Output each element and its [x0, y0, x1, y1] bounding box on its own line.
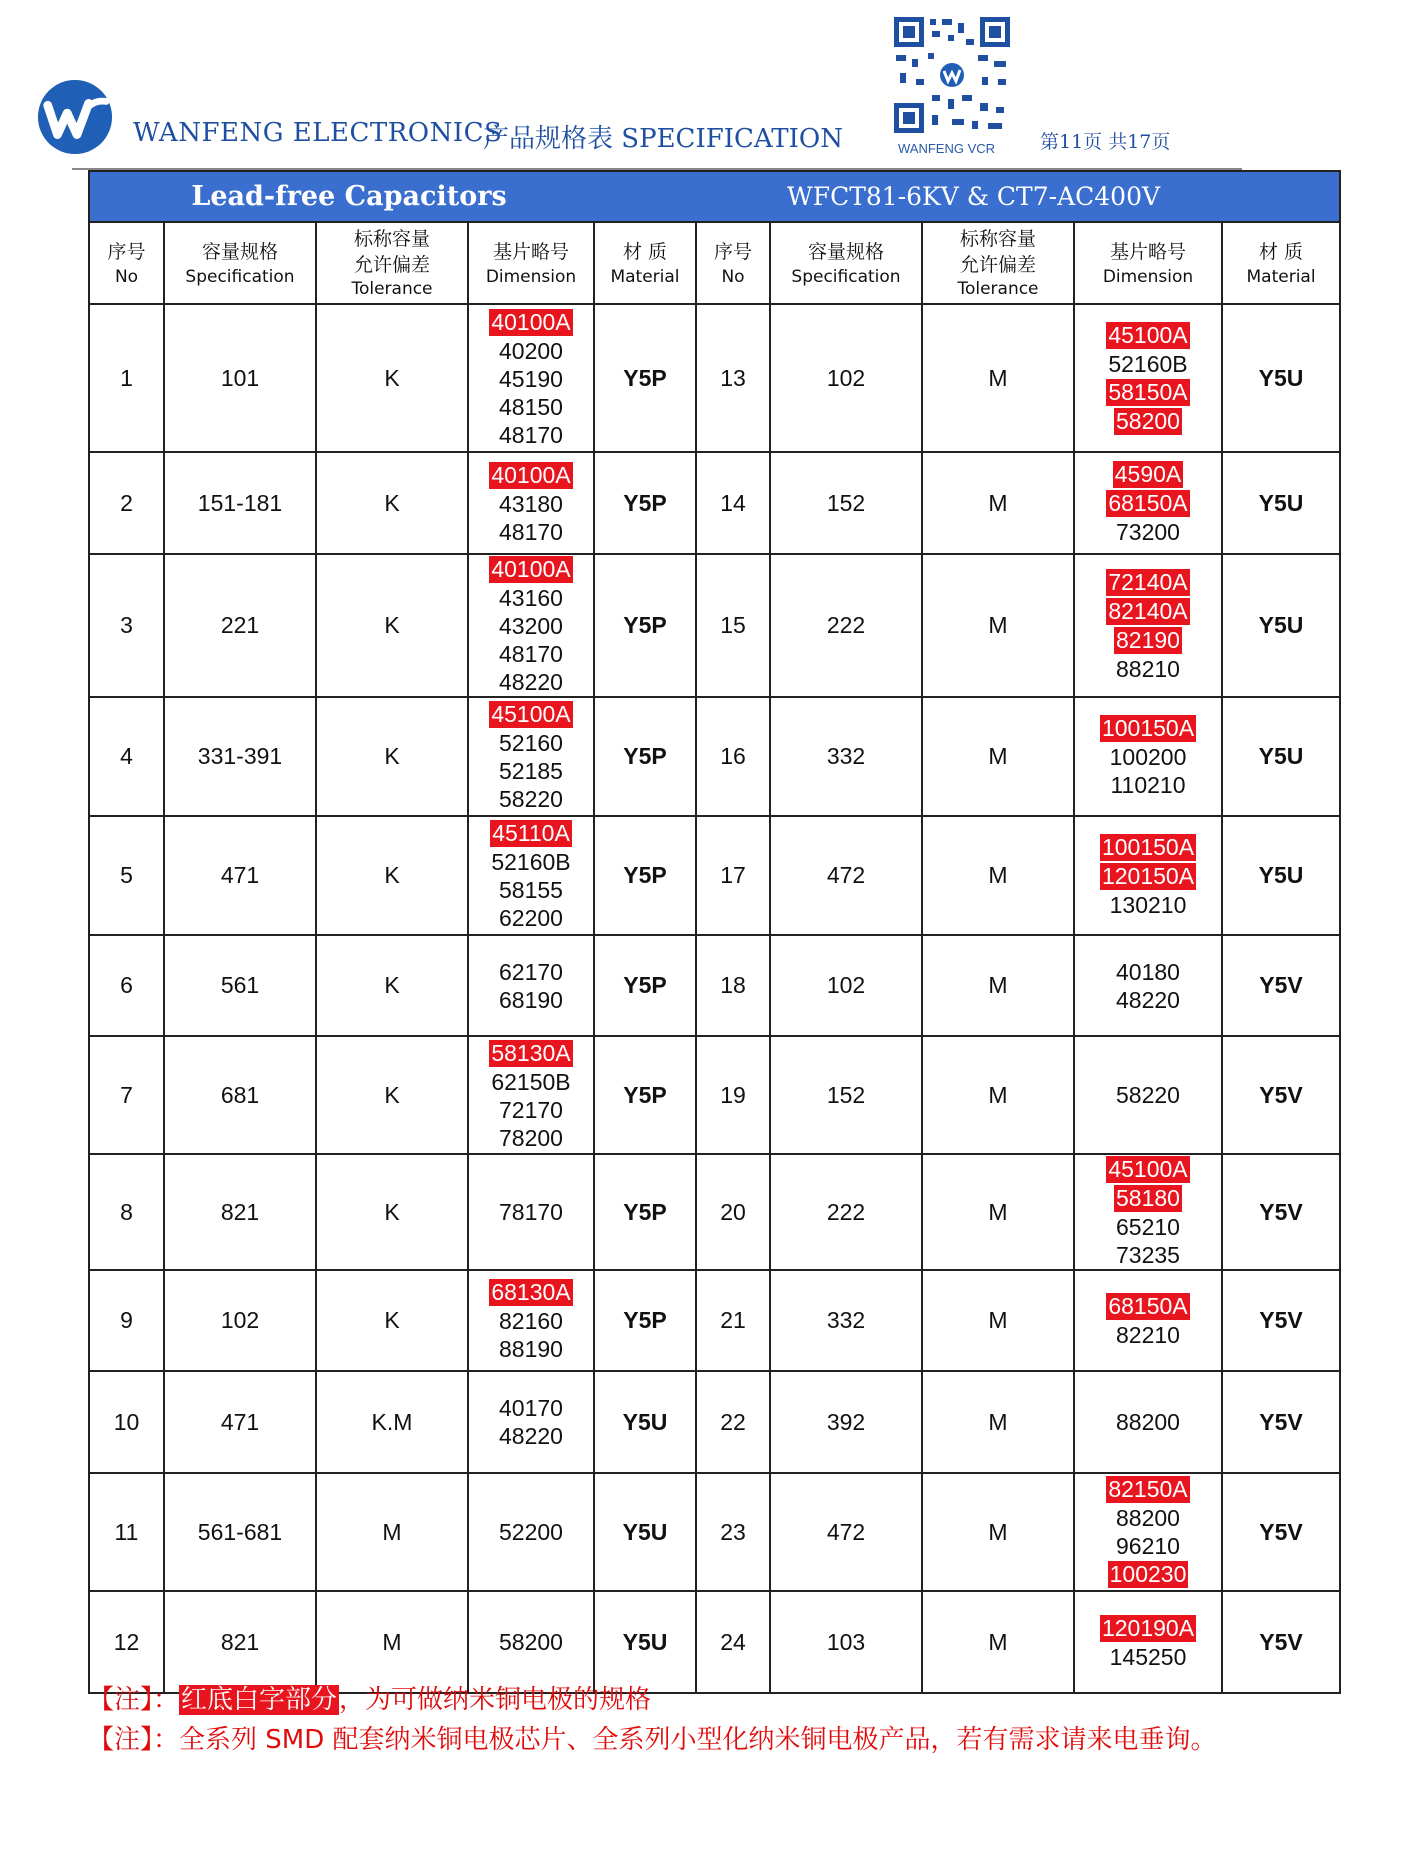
dimension-code-highlighted: 100230	[1109, 1561, 1187, 1587]
qr-caption: WANFENG VCR	[898, 141, 996, 156]
dimension-code: 73235	[1116, 1242, 1180, 1268]
dimension-code-highlighted: 82150A	[1108, 1476, 1188, 1502]
cell-dimension	[468, 452, 594, 554]
cell-tolerance: K	[316, 935, 468, 1036]
cell-material: Y5P	[594, 1154, 696, 1270]
note-1: 【注】：红底白字部分，为可做纳米铜电极的规格	[88, 1685, 652, 1715]
cell-material: Y5V	[1222, 1036, 1340, 1154]
col-material-left: 材 质 Material	[594, 222, 696, 304]
dimension-code: 48220	[1116, 986, 1180, 1013]
cell-no: 4	[89, 697, 164, 816]
banner-product-type: Lead-free Capacitors	[89, 171, 594, 222]
cell-no: 14	[696, 452, 770, 554]
table-row	[89, 935, 1340, 1036]
dimension-code: 43200	[499, 613, 563, 639]
cell-material: Y5U	[594, 1473, 696, 1591]
cell-no: 23	[696, 1473, 770, 1591]
cell-material: Y5P	[594, 1270, 696, 1371]
cell-spec: 471	[164, 1371, 316, 1473]
dimension-code: 145250	[1109, 1643, 1187, 1670]
col-no-right: 序号 No	[696, 222, 770, 304]
notes	[88, 1680, 1217, 1760]
dimension-code-highlighted: 45100A	[1108, 321, 1188, 348]
table-header-row	[89, 222, 1340, 304]
table-row	[89, 1036, 1340, 1154]
dimension-code: 78170	[499, 1199, 563, 1225]
note-1-highlight: 红底白字部分	[181, 1685, 338, 1715]
cell-spec: 101	[164, 304, 316, 452]
cell-no: 18	[696, 935, 770, 1036]
table-row	[89, 554, 1340, 697]
cell-dimension	[1074, 1591, 1222, 1693]
dimension-code-highlighted: 45100A	[491, 701, 571, 727]
cell-dimension	[1074, 1371, 1222, 1473]
dimension-code-highlighted: 68150A	[1108, 1293, 1188, 1319]
cell-spec: 221	[164, 554, 316, 697]
cell-material: Y5P	[594, 816, 696, 935]
table-row	[89, 816, 1340, 935]
cell-dimension	[1074, 816, 1222, 935]
dimension-code-highlighted: 120150A	[1101, 862, 1195, 889]
cell-dimension	[1074, 1473, 1222, 1591]
page-number: 第11页 共17页	[1040, 131, 1171, 153]
cell-tolerance: M	[922, 1591, 1074, 1693]
cell-dimension	[1074, 1036, 1222, 1154]
cell-tolerance: K	[316, 554, 468, 697]
dimension-code: 48170	[499, 421, 563, 448]
cell-material: Y5U	[1222, 452, 1340, 554]
cell-dimension	[468, 697, 594, 816]
cell-spec: 332	[770, 697, 922, 816]
cell-tolerance: K	[316, 1154, 468, 1270]
cell-dimension	[1074, 304, 1222, 452]
cell-tolerance: M	[922, 1473, 1074, 1591]
cell-dimension	[468, 304, 594, 452]
cell-dimension	[468, 816, 594, 935]
cell-tolerance: K	[316, 1036, 468, 1154]
company-name: WANFENG ELECTRONICS	[133, 118, 503, 148]
dimension-code-highlighted: 82140A	[1108, 598, 1188, 624]
col-spec-right: 容量规格 Specification	[770, 222, 922, 304]
dimension-code: 48170	[499, 641, 563, 667]
cell-no: 5	[89, 816, 164, 935]
cell-tolerance: K	[316, 452, 468, 554]
col-tolerance-left: 标称容量 允许偏差 Tolerance	[316, 222, 468, 304]
cell-no: 9	[89, 1270, 164, 1371]
table-row	[89, 697, 1340, 816]
dimension-code: 88210	[1116, 656, 1180, 682]
cell-no: 21	[696, 1270, 770, 1371]
cell-dimension	[468, 935, 594, 1036]
dimension-code: 100200	[1109, 744, 1187, 770]
dimension-code-highlighted: 40100A	[491, 461, 571, 488]
cell-material: Y5U	[1222, 304, 1340, 452]
cell-tolerance: M	[922, 697, 1074, 816]
cell-dimension	[1074, 452, 1222, 554]
col-material-right: 材 质 Material	[1222, 222, 1340, 304]
dimension-code: 88200	[1116, 1505, 1180, 1531]
table-row	[89, 1154, 1340, 1270]
dimension-code: 58155	[499, 877, 563, 903]
dimension-code-highlighted: 120190A	[1101, 1614, 1195, 1641]
cell-spec: 681	[164, 1036, 316, 1154]
cell-spec: 821	[164, 1154, 316, 1270]
cell-spec: 472	[770, 816, 922, 935]
dimension-code-highlighted: 58200	[1116, 407, 1180, 434]
cell-no: 24	[696, 1591, 770, 1693]
cell-material: Y5P	[594, 1036, 696, 1154]
dimension-code: 65210	[1116, 1214, 1180, 1240]
dimension-code: 40170	[499, 1395, 563, 1421]
dimension-code: 88200	[1116, 1409, 1180, 1435]
cell-dimension	[468, 1154, 594, 1270]
table-row	[89, 1591, 1340, 1693]
cell-dimension	[468, 1371, 594, 1473]
cell-dimension	[468, 1473, 594, 1591]
dimension-code: 40200	[499, 337, 563, 364]
cell-spec: 151-181	[164, 452, 316, 554]
cell-material: Y5U	[594, 1591, 696, 1693]
dimension-code-highlighted: 68150A	[1108, 490, 1188, 516]
dimension-code: 72170	[499, 1096, 563, 1123]
table-row	[89, 1371, 1340, 1473]
cell-dimension	[468, 1591, 594, 1693]
table-body	[89, 304, 1340, 1693]
dimension-code: 82210	[1116, 1322, 1180, 1348]
dimension-code: 110210	[1110, 772, 1186, 798]
cell-tolerance: K	[316, 816, 468, 935]
cell-no: 13	[696, 304, 770, 452]
cell-tolerance: M	[922, 554, 1074, 697]
dimension-code: 58220	[499, 786, 563, 812]
cell-spec: 821	[164, 1591, 316, 1693]
dimension-code-highlighted: 40100A	[491, 556, 571, 582]
cell-dimension	[1074, 1270, 1222, 1371]
dimension-code-highlighted: 40100A	[491, 308, 571, 335]
cell-material: Y5V	[1222, 935, 1340, 1036]
cell-no: 3	[89, 554, 164, 697]
cell-no: 20	[696, 1154, 770, 1270]
cell-spec: 561-681	[164, 1473, 316, 1591]
dimension-code: 62150B	[491, 1068, 571, 1095]
cell-material: Y5V	[1222, 1371, 1340, 1473]
dimension-code: 58200	[499, 1629, 563, 1655]
cell-material: Y5V	[1222, 1473, 1340, 1591]
dimension-code: 88190	[499, 1336, 563, 1362]
dimension-code: 43160	[499, 585, 563, 611]
dimension-code: 78200	[499, 1124, 563, 1151]
dimension-code: 62170	[499, 958, 563, 985]
cell-spec: 152	[770, 452, 922, 554]
cell-no: 17	[696, 816, 770, 935]
cell-spec: 471	[164, 816, 316, 935]
cell-material: Y5U	[1222, 697, 1340, 816]
dimension-code: 48220	[499, 1423, 563, 1449]
cell-tolerance: M	[922, 452, 1074, 554]
cell-dimension	[468, 554, 594, 697]
cell-no: 2	[89, 452, 164, 554]
dimension-code: 58220	[1116, 1082, 1180, 1108]
cell-material: Y5V	[1222, 1270, 1340, 1371]
cell-tolerance: K	[316, 697, 468, 816]
cell-spec: 152	[770, 1036, 922, 1154]
cell-dimension	[1074, 697, 1222, 816]
dimension-code-highlighted: 100150A	[1101, 833, 1195, 860]
dimension-code-highlighted: 58130A	[491, 1039, 571, 1066]
dimension-code: 45190	[499, 365, 563, 392]
dimension-code: 48220	[499, 669, 563, 695]
cell-material: Y5U	[1222, 816, 1340, 935]
dimension-code-highlighted: 45110A	[492, 820, 570, 846]
cell-no: 15	[696, 554, 770, 697]
dimension-code-highlighted: 58150A	[1108, 378, 1188, 405]
cell-dimension	[1074, 554, 1222, 697]
dimension-code-highlighted: 45100A	[1108, 1156, 1188, 1182]
cell-dimension	[1074, 935, 1222, 1036]
cell-spec: 222	[770, 1154, 922, 1270]
cell-tolerance: K.M	[316, 1371, 468, 1473]
cell-no: 1	[89, 304, 164, 452]
dimension-code: 48170	[499, 518, 563, 545]
cell-tolerance: M	[316, 1473, 468, 1591]
note-2: 【注】：全系列 SMD 配套纳米铜电极芯片、全系列小型化纳米铜电极产品，若有需求请来电垂询。	[88, 1725, 1217, 1755]
dimension-code: 43180	[499, 490, 563, 517]
cell-spec: 561	[164, 935, 316, 1036]
cell-tolerance: M	[922, 816, 1074, 935]
cell-tolerance: M	[922, 304, 1074, 452]
dimension-code: 130210	[1109, 891, 1187, 918]
cell-spec: 472	[770, 1473, 922, 1591]
table-banner	[89, 171, 1340, 222]
cell-tolerance: M	[316, 1591, 468, 1693]
cell-tolerance: M	[922, 1270, 1074, 1371]
dimension-code: 52160	[499, 730, 563, 756]
cell-spec: 222	[770, 554, 922, 697]
dimension-code-highlighted: 100150A	[1101, 715, 1195, 741]
cell-material: Y5P	[594, 304, 696, 452]
dimension-code: 82160	[499, 1308, 563, 1334]
cell-tolerance: K	[316, 1270, 468, 1371]
dimension-code: 40180	[1116, 958, 1180, 985]
cell-no: 10	[89, 1371, 164, 1473]
dimension-code: 62200	[499, 905, 563, 931]
document-title: 产品规格表 SPECIFICATION	[483, 124, 843, 154]
col-spec-left: 容量规格 Specification	[164, 222, 316, 304]
cell-tolerance: K	[316, 304, 468, 452]
dimension-code: 73200	[1116, 519, 1180, 545]
banner-model: WFCT81-6KV & CT7-AC400V	[594, 171, 1340, 222]
cell-no: 12	[89, 1591, 164, 1693]
wanfeng-logo	[36, 78, 114, 156]
dimension-code: 48150	[499, 393, 563, 420]
cell-spec: 102	[164, 1270, 316, 1371]
cell-material: Y5P	[594, 935, 696, 1036]
cell-spec: 102	[770, 304, 922, 452]
cell-tolerance: M	[922, 1154, 1074, 1270]
table-row	[89, 1473, 1340, 1591]
cell-spec: 331-391	[164, 697, 316, 816]
table-row	[89, 452, 1340, 554]
col-no-left: 序号 No	[89, 222, 164, 304]
col-tolerance-right: 标称容量 允许偏差 Tolerance	[922, 222, 1074, 304]
dimension-code-highlighted: 4590A	[1114, 461, 1182, 487]
cell-spec: 102	[770, 935, 922, 1036]
cell-material: Y5P	[594, 452, 696, 554]
dimension-code: 52185	[499, 758, 563, 784]
cell-spec: 103	[770, 1591, 922, 1693]
cell-tolerance: M	[922, 1036, 1074, 1154]
cell-dimension	[468, 1270, 594, 1371]
col-dimension-right: 基片略号 Dimension	[1074, 222, 1222, 304]
dimension-code: 52160B	[1108, 350, 1188, 377]
cell-no: 7	[89, 1036, 164, 1154]
cell-dimension	[1074, 1154, 1222, 1270]
cell-material: Y5P	[594, 697, 696, 816]
qr-code-icon	[892, 15, 1012, 135]
cell-dimension	[468, 1036, 594, 1154]
dimension-code: 96210	[1116, 1533, 1180, 1559]
cell-material: Y5U	[594, 1371, 696, 1473]
cell-material: Y5V	[1222, 1591, 1340, 1693]
cell-spec: 392	[770, 1371, 922, 1473]
cell-no: 22	[696, 1371, 770, 1473]
spec-table	[88, 170, 1341, 1694]
cell-tolerance: M	[922, 1371, 1074, 1473]
dimension-code: 68190	[499, 986, 563, 1013]
cell-material: Y5U	[1222, 554, 1340, 697]
cell-no: 6	[89, 935, 164, 1036]
dimension-code-highlighted: 72140A	[1108, 569, 1188, 595]
table-row	[89, 1270, 1340, 1371]
dimension-code-highlighted: 58180	[1116, 1185, 1180, 1211]
table-row	[89, 304, 1340, 452]
cell-no: 19	[696, 1036, 770, 1154]
dimension-code-highlighted: 68130A	[491, 1279, 571, 1305]
cell-material: Y5P	[594, 554, 696, 697]
dimension-code: 52200	[499, 1519, 563, 1545]
col-dimension-left: 基片略号 Dimension	[468, 222, 594, 304]
cell-material: Y5V	[1222, 1154, 1340, 1270]
cell-tolerance: M	[922, 935, 1074, 1036]
cell-no: 8	[89, 1154, 164, 1270]
dimension-code: 52160B	[491, 849, 571, 875]
dimension-code-highlighted: 82190	[1116, 627, 1180, 653]
cell-no: 16	[696, 697, 770, 816]
cell-no: 11	[89, 1473, 164, 1591]
cell-spec: 332	[770, 1270, 922, 1371]
